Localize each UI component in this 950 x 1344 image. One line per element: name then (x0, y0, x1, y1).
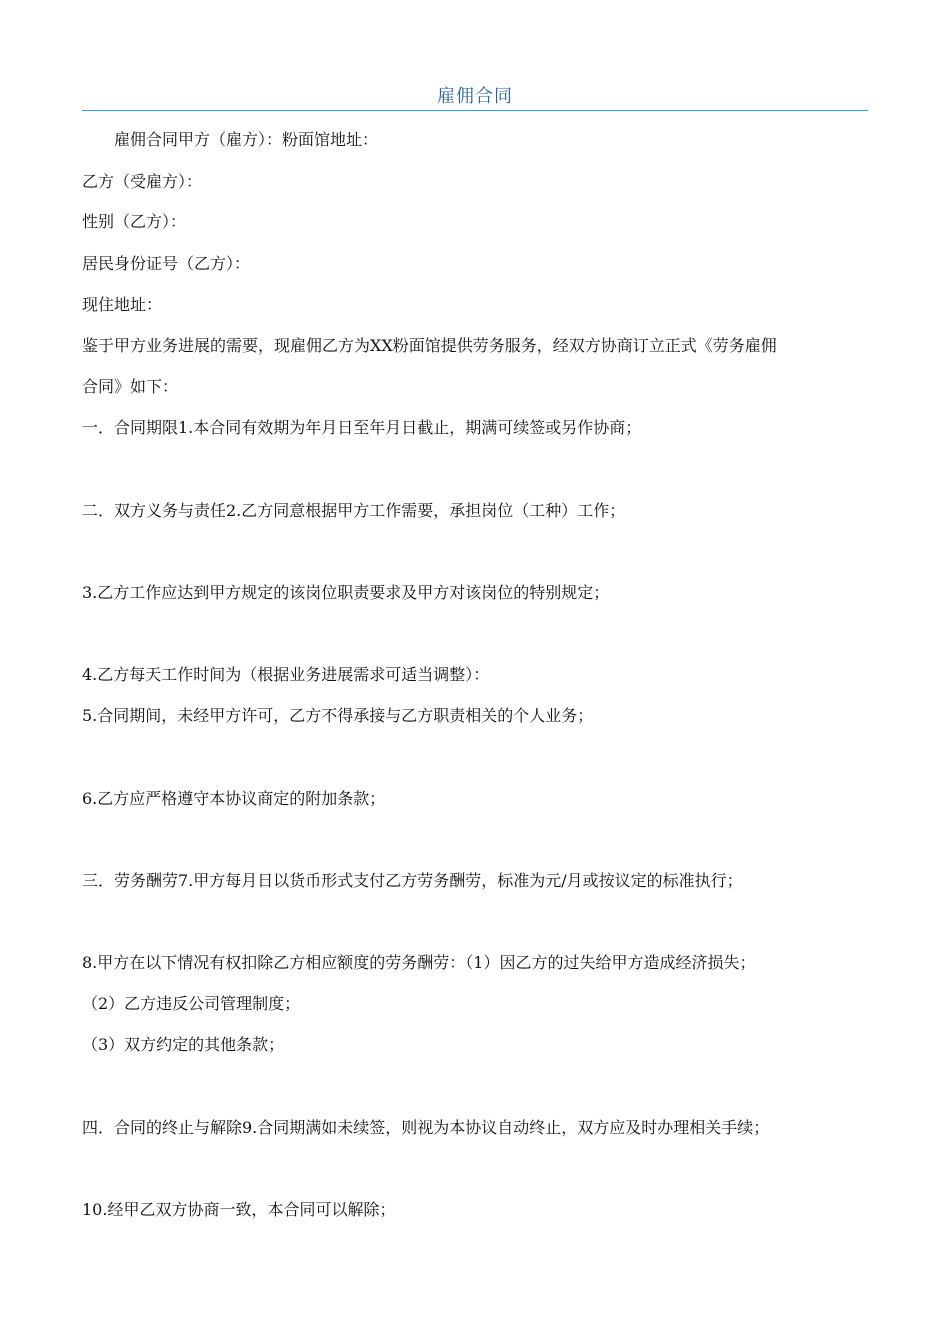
contract-line-section-4: 四．合同的终止与解除9.合同期满如未续签，则视为本协议自动终止，双方应及时办理相关手续； (82, 1118, 770, 1137)
contract-line-clause-8-3: （3）双方约定的其他条款； (82, 1035, 285, 1054)
contract-line-section-1: 一．合同期限1.本合同有效期为年月日至年月日截止，期满可续签或另作协商； (82, 418, 642, 437)
contract-line-clause-8: 8.甲方在以下情况有权扣除乙方相应额度的劳务酬劳：（1）因乙方的过失给甲方造成经济损失； (82, 953, 756, 972)
contract-line-employee: 乙方（受雇方）： (82, 172, 203, 191)
contract-line-clause-4: 4.乙方每天工作时间为（根据业务进展需求可适当调整）： (82, 665, 490, 684)
contract-line-employer: 雇佣合同甲方（雇方）：粉面馆地址： (82, 130, 379, 149)
contract-line-address: 现住地址： (82, 295, 163, 314)
page-header (82, 78, 868, 111)
contract-line-preamble-cont: 合同》如下： (82, 377, 179, 396)
contract-line-clause-8-2: （2）乙方违反公司管理制度； (82, 994, 301, 1013)
contract-line-clause-3: 3.乙方工作应达到甲方规定的该岗位职责要求及甲方对该岗位的特别规定； (82, 583, 610, 602)
header-title: 雇佣合同 (437, 86, 513, 107)
contract-line-section-3: 三．劳务酬劳7.甲方每月日以货币形式支付乙方劳务酬劳，标准为元/月或按议定的标准执行； (82, 871, 743, 890)
contract-line-id-number: 居民身份证号（乙方）： (82, 254, 251, 273)
contract-line-clause-10: 10.经甲乙双方协商一致，本合同可以解除； (82, 1200, 396, 1219)
contract-line-clause-6: 6.乙方应严格遵守本协议商定的附加条款； (82, 789, 386, 808)
contract-line-section-2: 二．双方义务与责任2.乙方同意根据甲方工作需要，承担岗位（工种）工作； (82, 501, 626, 520)
contract-line-preamble: 鉴于甲方业务进展的需要，现雇佣乙方为XX粉面馆提供劳务服务，经双方协商订立正式《劳务雇佣 (82, 336, 777, 355)
contract-line-gender: 性别（乙方）： (82, 212, 187, 231)
contract-line-clause-5: 5.合同期间，未经甲方许可，乙方不得承接与乙方职责相关的个人业务； (82, 706, 594, 725)
